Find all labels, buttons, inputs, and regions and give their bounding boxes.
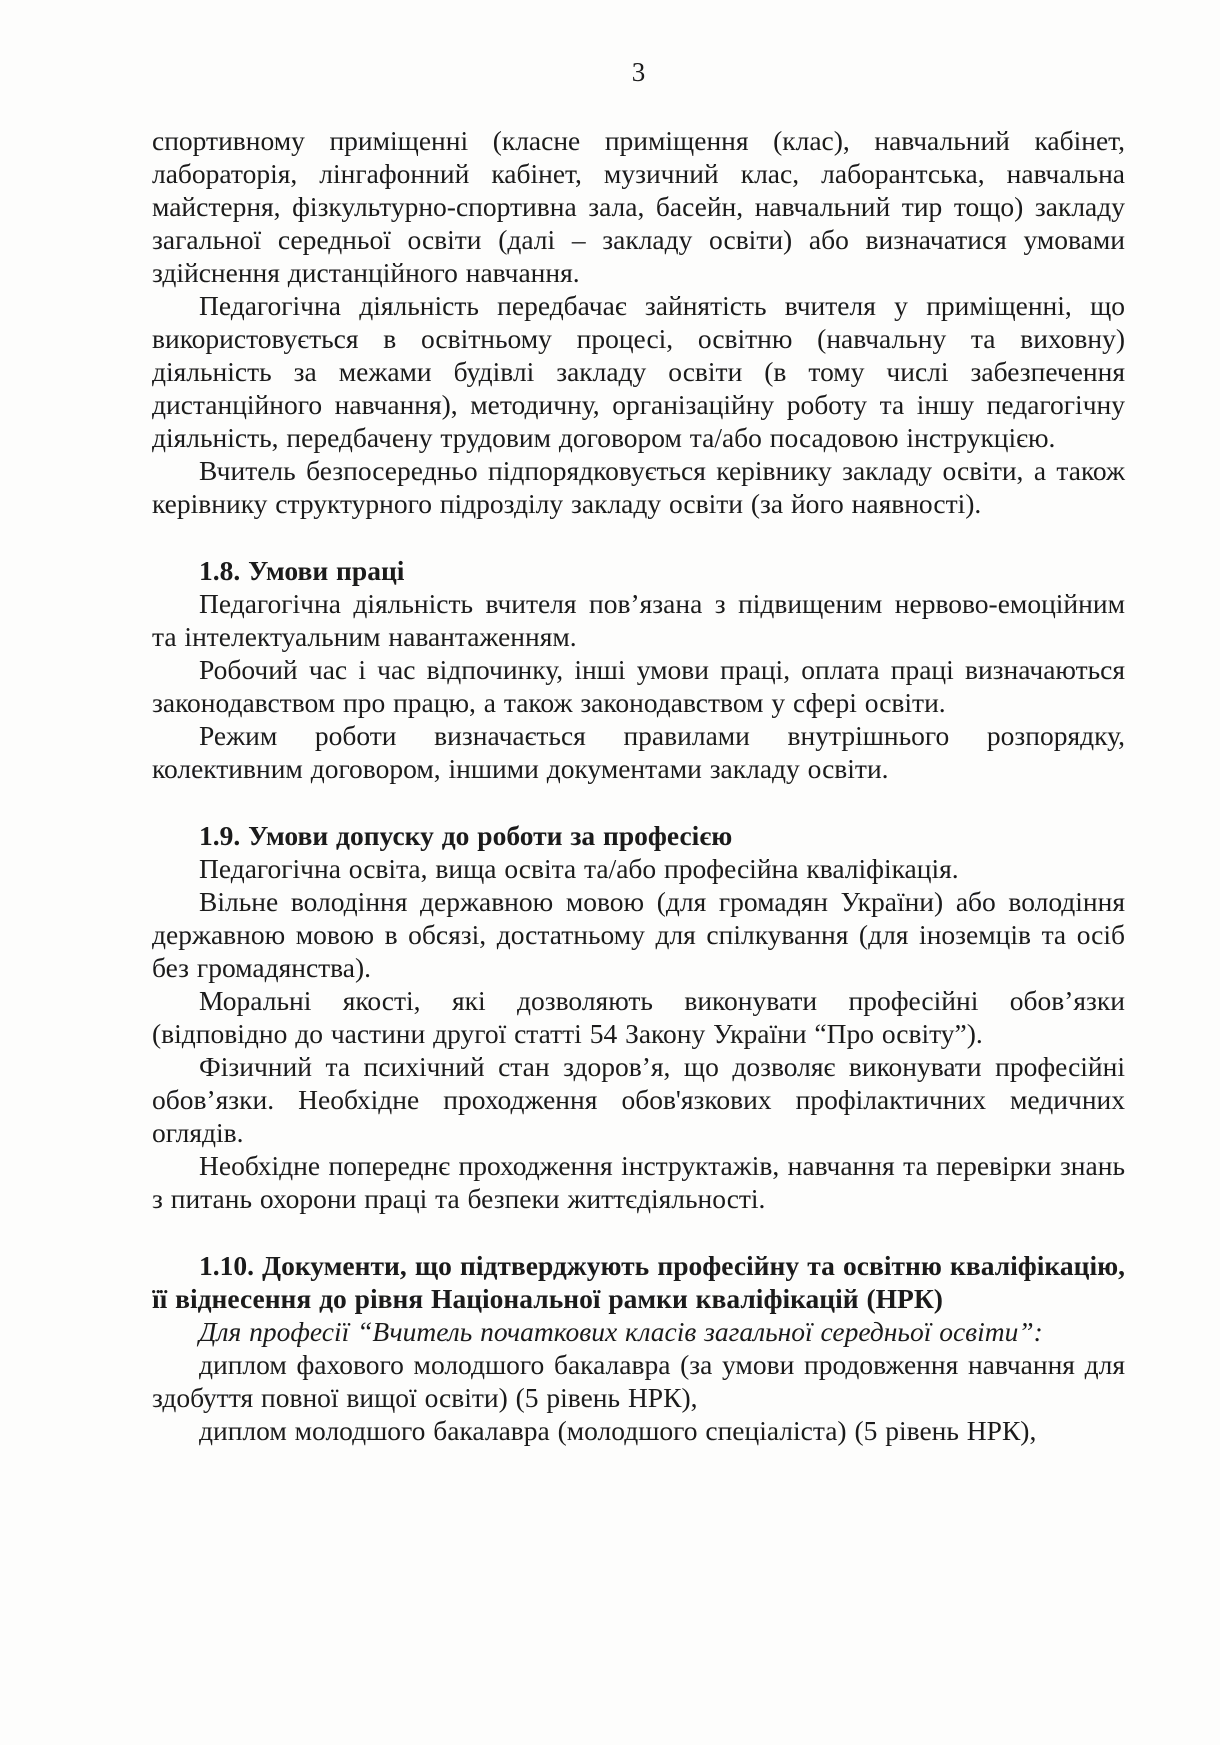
paragraph: Вільне володіння державною мовою (для громадян України) або володіння державною мовою в обсязі, достатньому для спілкування (для іноземців та осіб без громадянства).: [152, 886, 1125, 983]
paragraph: Педагогічна освіта, вища освіта та/або професійна кваліфікація.: [199, 853, 959, 884]
paragraph: Педагогічна діяльність вчителя пов’язана з підвищеним нервово-емоційним та інтелектуальним навантаженням.: [152, 588, 1125, 652]
section-heading: 1.10. Документи, що підтверджують професійну та освітню кваліфікацію, її віднесення до рівня Національної рамки кваліфікацій (НРК): [152, 1250, 1125, 1314]
paragraph: диплом фахового молодшого бакалавра (за умови продовження навчання для здобуття повної вищої освіти) (5 рівень НРК),: [152, 1349, 1125, 1413]
section-heading: 1.9. Умови допуску до роботи за професією: [199, 820, 733, 851]
paragraph: Для професії “Вчитель початкових класів загальної середньої освіти”:: [199, 1316, 1043, 1347]
paragraph: Необхідне попереднє проходження інструктажів, навчання та перевірки знань з питань охорони праці та безпеки життєдіяльності.: [152, 1150, 1125, 1214]
document-body: [152, 124, 1125, 1447]
section-heading: 1.8. Умови праці: [199, 555, 405, 586]
page-number: 3: [631, 57, 646, 87]
paragraph: Педагогічна діяльність передбачає зайнятість вчителя у приміщенні, що використовується в освітньому процесі, освітню (навчальну та виховну) діяльність за межами будівлі закладу освіти (в тому числі забезпечення дистанційного навчання), методичну, організаційну роботу та іншу педагогічну діяльність, передбачену трудовим договором та/або посадовою інструкцією.: [152, 290, 1125, 453]
paragraph: Робочий час і час відпочинку, інші умови праці, оплата праці визначаються законодавством про працю, а також законодавством у сфері освіти.: [152, 654, 1125, 718]
paragraph: Моральні якості, які дозволяють виконувати професійні обов’язки (відповідно до частини другої статті 54 Закону України “Про освіту”).: [152, 985, 1125, 1049]
paragraph: спортивному приміщенні (класне приміщення (клас), навчальний кабінет, лабораторія, лінгафонний кабінет, музичний клас, лаборантська, навчальна майстерня, фізкультурно-спортивна зала, басейн, навчальний тир тощо) закладу загальної середньої освіти (далі – закладу освіти) або визначатися умовами здійснення дистанційного навчання.: [152, 125, 1125, 288]
paragraph: диплом молодшого бакалавра (молодшого спеціаліста) (5 рівень НРК),: [199, 1415, 1037, 1446]
paragraph: Режим роботи визначається правилами внутрішнього розпорядку, колективним договором, іншими документами закладу освіти.: [152, 720, 1125, 784]
paragraph: Вчитель безпосередньо підпорядковується керівнику закладу освіти, а також керівнику структурного підрозділу закладу освіти (за його наявності).: [152, 455, 1125, 519]
paragraph: Фізичний та психічний стан здоров’я, що дозволяє виконувати професійні обов’язки. Необхідне проходження обов'язкових профілактичних медичних оглядів.: [152, 1051, 1125, 1148]
